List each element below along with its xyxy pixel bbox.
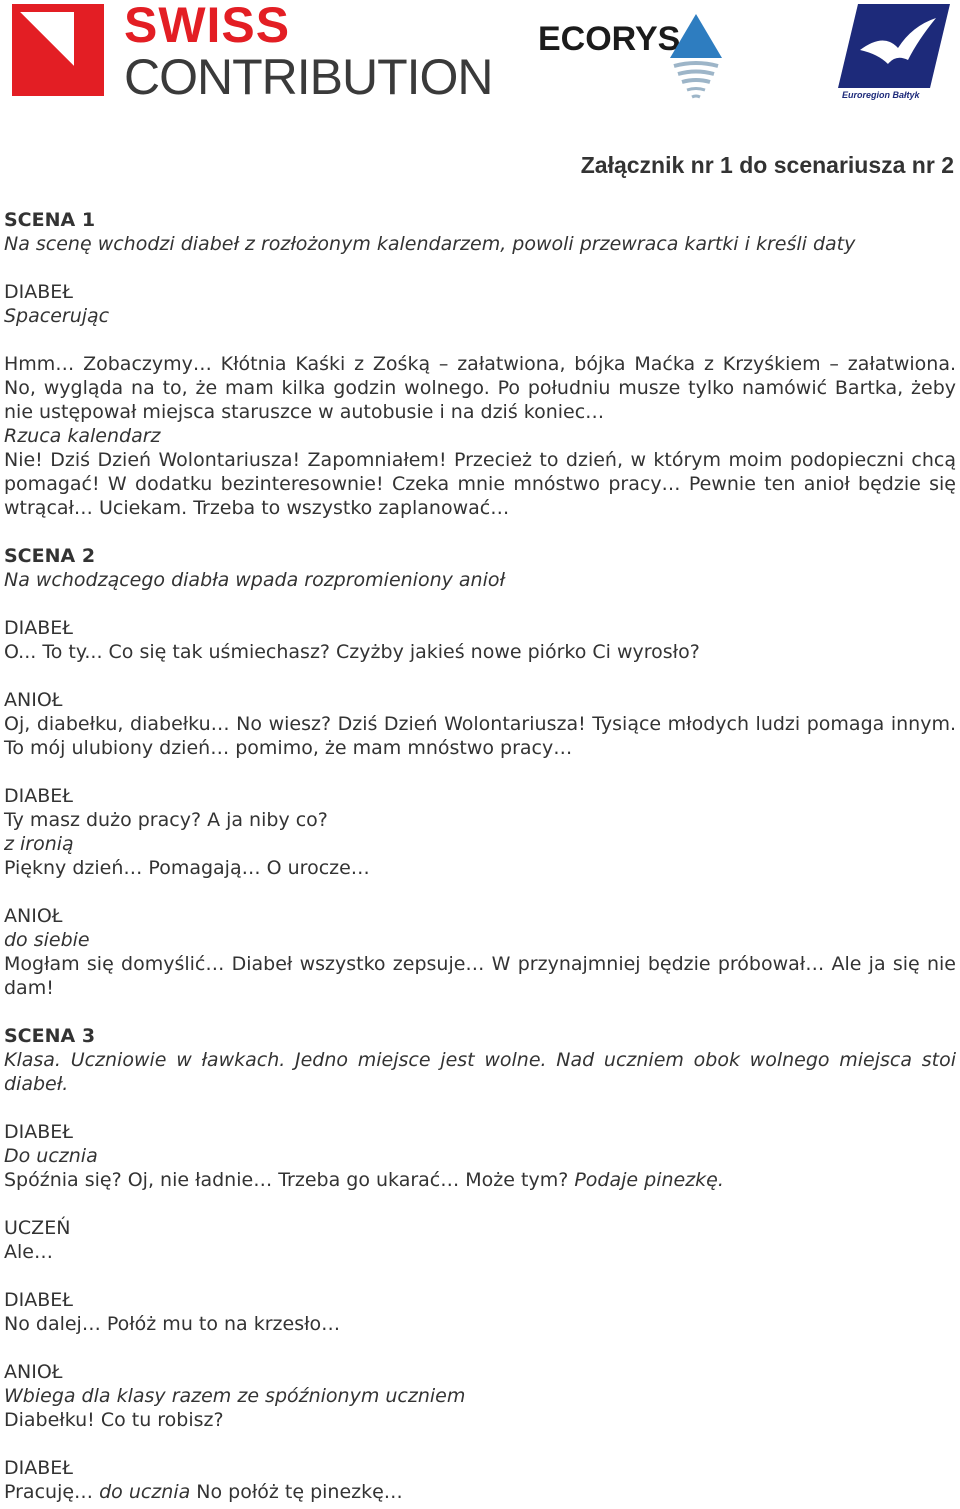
dialogue-text: Oj, diabełku, diabełku… No wiesz? Dziś Dzień Wolontariusza! Tysiące młodych ludzi pomaga innym. To mój ulubiony dzień… pomimo, że mam mnóstwo pracy… bbox=[4, 713, 956, 759]
dialogue-line bbox=[4, 1168, 956, 1192]
swiss-contribution-logo-icon bbox=[12, 4, 104, 96]
ecorys-drop-icon bbox=[670, 14, 722, 100]
stage-note: Wbiega dla klasy razem ze spóźnionym uczniem bbox=[4, 1385, 466, 1407]
speaker-label: UCZEŃ bbox=[4, 1217, 71, 1239]
speaker-label: DIABEŁ bbox=[4, 617, 73, 639]
dialogue-text: No dalej… Połóż mu to na krzesło… bbox=[4, 1313, 341, 1335]
dialogue-text: Piękny dzień… Pomagają… O urocze… bbox=[4, 857, 370, 879]
speaker-label: DIABEŁ bbox=[4, 1289, 73, 1311]
dialogue-text: Ale… bbox=[4, 1241, 53, 1263]
scene-1-direction: Na scenę wchodzi diabeł z rozłożonym kalendarzem, powoli przewraca kartki i kreśli daty bbox=[4, 233, 856, 255]
stage-note: z ironią bbox=[4, 833, 74, 855]
script-document bbox=[4, 208, 956, 1504]
stage-note: do siebie bbox=[4, 929, 90, 951]
dialogue-text: Diabełku! Co tu robisz? bbox=[4, 1409, 224, 1431]
stage-action: Rzuca kalendarz bbox=[4, 425, 161, 447]
dialogue-text: Ty masz dużo pracy? A ja niby co? bbox=[4, 809, 328, 831]
stage-note: do ucznia bbox=[99, 1481, 191, 1503]
scene-1-heading: SCENA 1 bbox=[4, 209, 96, 231]
scene-3-heading: SCENA 3 bbox=[4, 1025, 96, 1047]
speaker-label: DIABEŁ bbox=[4, 1121, 73, 1143]
dialogue-text: Mogłam się domyślić… Diabeł wszystko zepsuje… W przynajmniej będzie próbował… Ale ja się nie dam! bbox=[4, 953, 956, 999]
euroregion-baltyk-logo-icon bbox=[838, 4, 950, 100]
scene-2-direction: Na wchodzącego diabła wpada rozpromieniony anioł bbox=[4, 569, 505, 591]
dialogue-text: Nie! Dziś Dzień Wolontariusza! Zapomniałem! Przecież to dzień, w którym moim podopieczni chcą pomagać! W dodatku bezinteresownie! Czeka mnie mnóstwo pracy… Pewnie ten anioł będzie się wtrącał… Uciekam. Trzeba to wszystko zaplanować… bbox=[4, 449, 956, 519]
scene-3-direction: Klasa. Uczniowie w ławkach. Jedno miejsce jest wolne. Nad uczniem obok wolnego miejsca stoi diabeł. bbox=[4, 1049, 956, 1095]
swiss-logo-text: SWISS bbox=[124, 0, 291, 53]
speaker-label: DIABEŁ bbox=[4, 281, 73, 303]
stage-note: Spacerując bbox=[4, 305, 110, 327]
dialogue-text: Hmm… Zobaczymy… Kłótnia Kaśki z Zośką – załatwiona, bójka Maćka z Krzyśkiem – załatwiona. No, wygląda na to, że mam kilka godzin wolnego. Po południu musze tylko namówić Bartka, żeby nie ustępował miejsca staruszce w autobusie i na dziś koniec… bbox=[4, 353, 956, 423]
dialogue-text: O... To ty... Co się tak uśmiechasz? Czyżby jakieś nowe piórko Ci wyrosło? bbox=[4, 641, 700, 663]
dialogue-text: Spóźnia się? Oj, nie ładnie… Trzeba go ukarać… Może tym? bbox=[4, 1169, 569, 1191]
attachment-title: Załącznik nr 1 do scenariusza nr 2 bbox=[580, 152, 954, 178]
speaker-label: DIABEŁ bbox=[4, 785, 73, 807]
stage-action: Podaje pinezkę. bbox=[574, 1169, 724, 1191]
dialogue-text: Pracuję… bbox=[4, 1481, 94, 1503]
contribution-logo-text: CONTRIBUTION bbox=[124, 49, 493, 105]
speaker-label: ANIOŁ bbox=[4, 1361, 63, 1383]
stage-note: Do ucznia bbox=[4, 1145, 98, 1167]
ecorys-logo-text: ECORYS bbox=[538, 20, 681, 58]
page-header bbox=[0, 0, 960, 110]
speaker-label: ANIOŁ bbox=[4, 689, 63, 711]
svg-text:Euroregion Bałtyk: Euroregion Bałtyk bbox=[842, 90, 920, 100]
speaker-label: ANIOŁ bbox=[4, 905, 63, 927]
speaker-label: DIABEŁ bbox=[4, 1457, 73, 1479]
dialogue-line bbox=[4, 1480, 956, 1504]
dialogue-text: No połóż tę pinezkę… bbox=[196, 1481, 403, 1503]
scene-2-heading: SCENA 2 bbox=[4, 545, 96, 567]
